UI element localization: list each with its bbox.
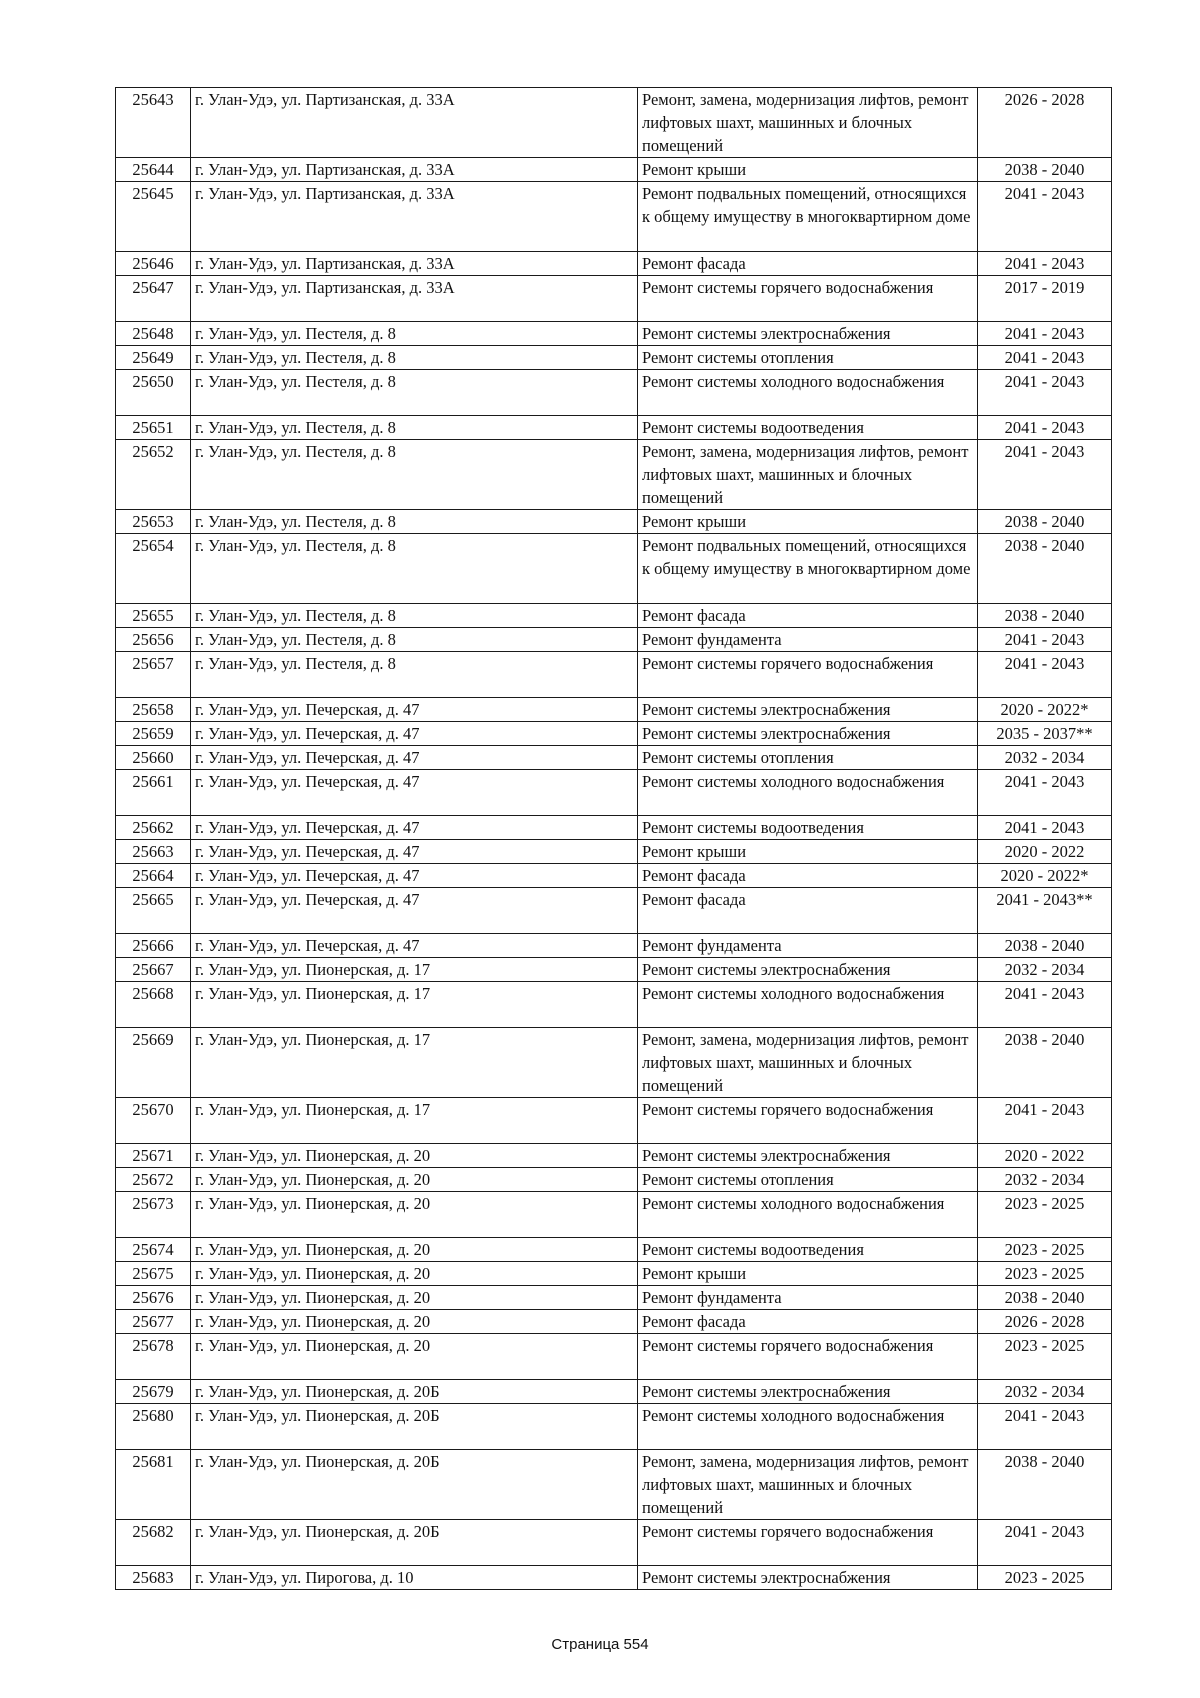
row-work-type: Ремонт фасада bbox=[638, 604, 978, 628]
row-work-type: Ремонт, замена, модернизация лифтов, ремонт лифтовых шахт, машинных и блочных помещений bbox=[638, 1450, 978, 1520]
table-row bbox=[116, 864, 1112, 888]
row-work-type: Ремонт крыши bbox=[638, 510, 978, 534]
table-row bbox=[116, 722, 1112, 746]
row-number: 25647 bbox=[116, 276, 191, 322]
row-period: 2032 - 2034 bbox=[978, 746, 1112, 770]
table-row bbox=[116, 958, 1112, 982]
row-number: 25679 bbox=[116, 1380, 191, 1404]
row-address: г. Улан-Удэ, ул. Пионерская, д. 20 bbox=[191, 1310, 638, 1334]
table-row bbox=[116, 1566, 1112, 1590]
row-work-type: Ремонт системы холодного водоснабжения bbox=[638, 1404, 978, 1450]
row-period: 2041 - 2043 bbox=[978, 770, 1112, 816]
row-work-type: Ремонт фасада bbox=[638, 864, 978, 888]
table-row bbox=[116, 1192, 1112, 1238]
table-row bbox=[116, 370, 1112, 416]
row-address: г. Улан-Удэ, ул. Пионерская, д. 17 bbox=[191, 958, 638, 982]
row-number: 25672 bbox=[116, 1168, 191, 1192]
row-work-type: Ремонт системы холодного водоснабжения bbox=[638, 1192, 978, 1238]
row-address: г. Улан-Удэ, ул. Пестеля, д. 8 bbox=[191, 322, 638, 346]
repair-schedule-table bbox=[115, 87, 1112, 1590]
table-row bbox=[116, 652, 1112, 698]
row-address: г. Улан-Удэ, ул. Пионерская, д. 17 bbox=[191, 982, 638, 1028]
page-number: Страница 554 bbox=[551, 1636, 649, 1653]
row-work-type: Ремонт системы холодного водоснабжения bbox=[638, 982, 978, 1028]
row-number: 25682 bbox=[116, 1520, 191, 1566]
row-number: 25665 bbox=[116, 888, 191, 934]
row-number: 25677 bbox=[116, 1310, 191, 1334]
row-work-type: Ремонт подвальных помещений, относящихся к общему имуществу в многоквартирном доме bbox=[638, 182, 978, 252]
row-address: г. Улан-Удэ, ул. Пестеля, д. 8 bbox=[191, 346, 638, 370]
row-period: 2038 - 2040 bbox=[978, 534, 1112, 604]
table-row bbox=[116, 982, 1112, 1028]
table-row bbox=[116, 416, 1112, 440]
row-period: 2041 - 2043 bbox=[978, 322, 1112, 346]
row-work-type: Ремонт системы электроснабжения bbox=[638, 722, 978, 746]
row-number: 25646 bbox=[116, 252, 191, 276]
row-period: 2041 - 2043 bbox=[978, 182, 1112, 252]
row-number: 25663 bbox=[116, 840, 191, 864]
row-period: 2038 - 2040 bbox=[978, 1450, 1112, 1520]
table-row bbox=[116, 88, 1112, 158]
row-period: 2023 - 2025 bbox=[978, 1238, 1112, 1262]
row-work-type: Ремонт системы электроснабжения bbox=[638, 1566, 978, 1590]
row-number: 25674 bbox=[116, 1238, 191, 1262]
row-address: г. Улан-Удэ, ул. Пестеля, д. 8 bbox=[191, 628, 638, 652]
row-work-type: Ремонт системы отопления bbox=[638, 346, 978, 370]
row-number: 25656 bbox=[116, 628, 191, 652]
row-work-type: Ремонт системы горячего водоснабжения bbox=[638, 1334, 978, 1380]
row-number: 25666 bbox=[116, 934, 191, 958]
table-row bbox=[116, 604, 1112, 628]
row-period: 2041 - 2043 bbox=[978, 416, 1112, 440]
row-address: г. Улан-Удэ, ул. Пионерская, д. 17 bbox=[191, 1098, 638, 1144]
row-address: г. Улан-Удэ, ул. Пионерская, д. 20 bbox=[191, 1144, 638, 1168]
row-work-type: Ремонт системы электроснабжения bbox=[638, 958, 978, 982]
row-address: г. Улан-Удэ, ул. Печерская, д. 47 bbox=[191, 840, 638, 864]
row-address: г. Улан-Удэ, ул. Печерская, д. 47 bbox=[191, 746, 638, 770]
table-row bbox=[116, 322, 1112, 346]
row-address: г. Улан-Удэ, ул. Пионерская, д. 20 bbox=[191, 1192, 638, 1238]
table-row bbox=[116, 1098, 1112, 1144]
row-number: 25654 bbox=[116, 534, 191, 604]
row-number: 25664 bbox=[116, 864, 191, 888]
table-body bbox=[116, 88, 1112, 1590]
row-number: 25680 bbox=[116, 1404, 191, 1450]
row-period: 2041 - 2043 bbox=[978, 440, 1112, 510]
table-row bbox=[116, 770, 1112, 816]
row-period: 2035 - 2037** bbox=[978, 722, 1112, 746]
row-period: 2032 - 2034 bbox=[978, 1380, 1112, 1404]
row-number: 25658 bbox=[116, 698, 191, 722]
row-number: 25683 bbox=[116, 1566, 191, 1590]
row-address: г. Улан-Удэ, ул. Печерская, д. 47 bbox=[191, 698, 638, 722]
row-number: 25667 bbox=[116, 958, 191, 982]
row-period: 2041 - 2043 bbox=[978, 982, 1112, 1028]
row-address: г. Улан-Удэ, ул. Пестеля, д. 8 bbox=[191, 604, 638, 628]
row-address: г. Улан-Удэ, ул. Пионерская, д. 20 bbox=[191, 1168, 638, 1192]
row-address: г. Улан-Удэ, ул. Печерская, д. 47 bbox=[191, 722, 638, 746]
row-address: г. Улан-Удэ, ул. Партизанская, д. 33А bbox=[191, 276, 638, 322]
row-work-type: Ремонт системы водоотведения bbox=[638, 416, 978, 440]
row-work-type: Ремонт системы отопления bbox=[638, 746, 978, 770]
table-row bbox=[116, 158, 1112, 182]
row-work-type: Ремонт фундамента bbox=[638, 628, 978, 652]
row-work-type: Ремонт системы горячего водоснабжения bbox=[638, 276, 978, 322]
row-address: г. Улан-Удэ, ул. Печерская, д. 47 bbox=[191, 934, 638, 958]
table-row bbox=[116, 1450, 1112, 1520]
row-address: г. Улан-Удэ, ул. Пионерская, д. 20Б bbox=[191, 1380, 638, 1404]
row-period: 2038 - 2040 bbox=[978, 1028, 1112, 1098]
row-work-type: Ремонт системы отопления bbox=[638, 1168, 978, 1192]
row-work-type: Ремонт фундамента bbox=[638, 1286, 978, 1310]
table-row bbox=[116, 1144, 1112, 1168]
row-period: 2026 - 2028 bbox=[978, 88, 1112, 158]
table-row bbox=[116, 1520, 1112, 1566]
table-row bbox=[116, 1286, 1112, 1310]
row-work-type: Ремонт системы холодного водоснабжения bbox=[638, 370, 978, 416]
table-row bbox=[116, 1310, 1112, 1334]
row-work-type: Ремонт фундамента bbox=[638, 934, 978, 958]
table-row bbox=[116, 628, 1112, 652]
row-period: 2032 - 2034 bbox=[978, 1168, 1112, 1192]
row-address: г. Улан-Удэ, ул. Пионерская, д. 20 bbox=[191, 1286, 638, 1310]
row-period: 2023 - 2025 bbox=[978, 1334, 1112, 1380]
table-row bbox=[116, 934, 1112, 958]
row-number: 25673 bbox=[116, 1192, 191, 1238]
row-work-type: Ремонт, замена, модернизация лифтов, ремонт лифтовых шахт, машинных и блочных помещений bbox=[638, 1028, 978, 1098]
row-period: 2023 - 2025 bbox=[978, 1262, 1112, 1286]
row-address: г. Улан-Удэ, ул. Пестеля, д. 8 bbox=[191, 510, 638, 534]
table-row bbox=[116, 1262, 1112, 1286]
row-period: 2020 - 2022 bbox=[978, 1144, 1112, 1168]
row-number: 25655 bbox=[116, 604, 191, 628]
row-address: г. Улан-Удэ, ул. Пионерская, д. 20Б bbox=[191, 1520, 638, 1566]
row-period: 2041 - 2043** bbox=[978, 888, 1112, 934]
row-work-type: Ремонт, замена, модернизация лифтов, ремонт лифтовых шахт, машинных и блочных помещений bbox=[638, 88, 978, 158]
table-row bbox=[116, 1238, 1112, 1262]
row-address: г. Улан-Удэ, ул. Пестеля, д. 8 bbox=[191, 534, 638, 604]
row-address: г. Улан-Удэ, ул. Пионерская, д. 20Б bbox=[191, 1450, 638, 1520]
row-work-type: Ремонт системы электроснабжения bbox=[638, 1144, 978, 1168]
table-row bbox=[116, 1028, 1112, 1098]
row-address: г. Улан-Удэ, ул. Пирогова, д. 10 bbox=[191, 1566, 638, 1590]
table-row bbox=[116, 1168, 1112, 1192]
row-period: 2026 - 2028 bbox=[978, 1310, 1112, 1334]
row-work-type: Ремонт системы горячего водоснабжения bbox=[638, 652, 978, 698]
row-number: 25668 bbox=[116, 982, 191, 1028]
row-number: 25671 bbox=[116, 1144, 191, 1168]
row-period: 2041 - 2043 bbox=[978, 816, 1112, 840]
row-address: г. Улан-Удэ, ул. Пестеля, д. 8 bbox=[191, 652, 638, 698]
table-row bbox=[116, 698, 1112, 722]
table-row bbox=[116, 182, 1112, 252]
row-period: 2041 - 2043 bbox=[978, 346, 1112, 370]
row-number: 25676 bbox=[116, 1286, 191, 1310]
table-row bbox=[116, 252, 1112, 276]
table-row bbox=[116, 276, 1112, 322]
row-period: 2038 - 2040 bbox=[978, 158, 1112, 182]
row-address: г. Улан-Удэ, ул. Пионерская, д. 20 bbox=[191, 1238, 638, 1262]
table-row bbox=[116, 534, 1112, 604]
row-work-type: Ремонт системы горячего водоснабжения bbox=[638, 1098, 978, 1144]
row-period: 2023 - 2025 bbox=[978, 1566, 1112, 1590]
row-period: 2020 - 2022 bbox=[978, 840, 1112, 864]
row-address: г. Улан-Удэ, ул. Пионерская, д. 20Б bbox=[191, 1404, 638, 1450]
row-work-type: Ремонт крыши bbox=[638, 840, 978, 864]
row-address: г. Улан-Удэ, ул. Печерская, д. 47 bbox=[191, 770, 638, 816]
row-period: 2020 - 2022* bbox=[978, 698, 1112, 722]
row-number: 25657 bbox=[116, 652, 191, 698]
row-work-type: Ремонт системы электроснабжения bbox=[638, 1380, 978, 1404]
row-work-type: Ремонт системы горячего водоснабжения bbox=[638, 1520, 978, 1566]
row-period: 2038 - 2040 bbox=[978, 510, 1112, 534]
table-row bbox=[116, 746, 1112, 770]
row-work-type: Ремонт подвальных помещений, относящихся к общему имуществу в многоквартирном доме bbox=[638, 534, 978, 604]
row-number: 25678 bbox=[116, 1334, 191, 1380]
row-number: 25662 bbox=[116, 816, 191, 840]
row-period: 2020 - 2022* bbox=[978, 864, 1112, 888]
row-number: 25652 bbox=[116, 440, 191, 510]
row-number: 25648 bbox=[116, 322, 191, 346]
table-row bbox=[116, 1404, 1112, 1450]
row-number: 25675 bbox=[116, 1262, 191, 1286]
table-row bbox=[116, 440, 1112, 510]
row-address: г. Улан-Удэ, ул. Пестеля, д. 8 bbox=[191, 440, 638, 510]
row-address: г. Улан-Удэ, ул. Пионерская, д. 17 bbox=[191, 1028, 638, 1098]
row-period: 2041 - 2043 bbox=[978, 652, 1112, 698]
row-address: г. Улан-Удэ, ул. Печерская, д. 47 bbox=[191, 816, 638, 840]
row-address: г. Улан-Удэ, ул. Партизанская, д. 33А bbox=[191, 252, 638, 276]
table-row bbox=[116, 346, 1112, 370]
row-period: 2041 - 2043 bbox=[978, 1520, 1112, 1566]
row-number: 25651 bbox=[116, 416, 191, 440]
row-work-type: Ремонт фасада bbox=[638, 252, 978, 276]
row-period: 2041 - 2043 bbox=[978, 252, 1112, 276]
table-row bbox=[116, 1334, 1112, 1380]
row-work-type: Ремонт фасада bbox=[638, 1310, 978, 1334]
row-number: 25670 bbox=[116, 1098, 191, 1144]
row-number: 25659 bbox=[116, 722, 191, 746]
row-address: г. Улан-Удэ, ул. Пестеля, д. 8 bbox=[191, 416, 638, 440]
row-period: 2017 - 2019 bbox=[978, 276, 1112, 322]
row-number: 25644 bbox=[116, 158, 191, 182]
row-address: г. Улан-Удэ, ул. Пионерская, д. 20 bbox=[191, 1262, 638, 1286]
row-period: 2041 - 2043 bbox=[978, 1404, 1112, 1450]
row-address: г. Улан-Удэ, ул. Печерская, д. 47 bbox=[191, 864, 638, 888]
row-work-type: Ремонт фасада bbox=[638, 888, 978, 934]
table-row bbox=[116, 1380, 1112, 1404]
row-number: 25649 bbox=[116, 346, 191, 370]
row-number: 25669 bbox=[116, 1028, 191, 1098]
row-work-type: Ремонт крыши bbox=[638, 158, 978, 182]
row-period: 2038 - 2040 bbox=[978, 1286, 1112, 1310]
row-work-type: Ремонт системы электроснабжения bbox=[638, 322, 978, 346]
row-address: г. Улан-Удэ, ул. Партизанская, д. 33А bbox=[191, 182, 638, 252]
row-work-type: Ремонт, замена, модернизация лифтов, ремонт лифтовых шахт, машинных и блочных помещений bbox=[638, 440, 978, 510]
row-address: г. Улан-Удэ, ул. Пестеля, д. 8 bbox=[191, 370, 638, 416]
row-number: 25650 bbox=[116, 370, 191, 416]
row-number: 25643 bbox=[116, 88, 191, 158]
row-number: 25681 bbox=[116, 1450, 191, 1520]
table-row bbox=[116, 816, 1112, 840]
row-address: г. Улан-Удэ, ул. Партизанская, д. 33А bbox=[191, 88, 638, 158]
row-period: 2032 - 2034 bbox=[978, 958, 1112, 982]
row-work-type: Ремонт системы водоотведения bbox=[638, 1238, 978, 1262]
row-number: 25661 bbox=[116, 770, 191, 816]
row-period: 2038 - 2040 bbox=[978, 604, 1112, 628]
row-period: 2023 - 2025 bbox=[978, 1192, 1112, 1238]
table-row bbox=[116, 840, 1112, 864]
row-period: 2041 - 2043 bbox=[978, 628, 1112, 652]
row-work-type: Ремонт крыши bbox=[638, 1262, 978, 1286]
row-period: 2041 - 2043 bbox=[978, 370, 1112, 416]
row-address: г. Улан-Удэ, ул. Печерская, д. 47 bbox=[191, 888, 638, 934]
row-period: 2041 - 2043 bbox=[978, 1098, 1112, 1144]
row-number: 25645 bbox=[116, 182, 191, 252]
row-period: 2038 - 2040 bbox=[978, 934, 1112, 958]
table-row bbox=[116, 888, 1112, 934]
row-number: 25660 bbox=[116, 746, 191, 770]
row-work-type: Ремонт системы водоотведения bbox=[638, 816, 978, 840]
table-row bbox=[116, 510, 1112, 534]
row-address: г. Улан-Удэ, ул. Партизанская, д. 33А bbox=[191, 158, 638, 182]
row-work-type: Ремонт системы холодного водоснабжения bbox=[638, 770, 978, 816]
row-work-type: Ремонт системы электроснабжения bbox=[638, 698, 978, 722]
row-address: г. Улан-Удэ, ул. Пионерская, д. 20 bbox=[191, 1334, 638, 1380]
row-number: 25653 bbox=[116, 510, 191, 534]
